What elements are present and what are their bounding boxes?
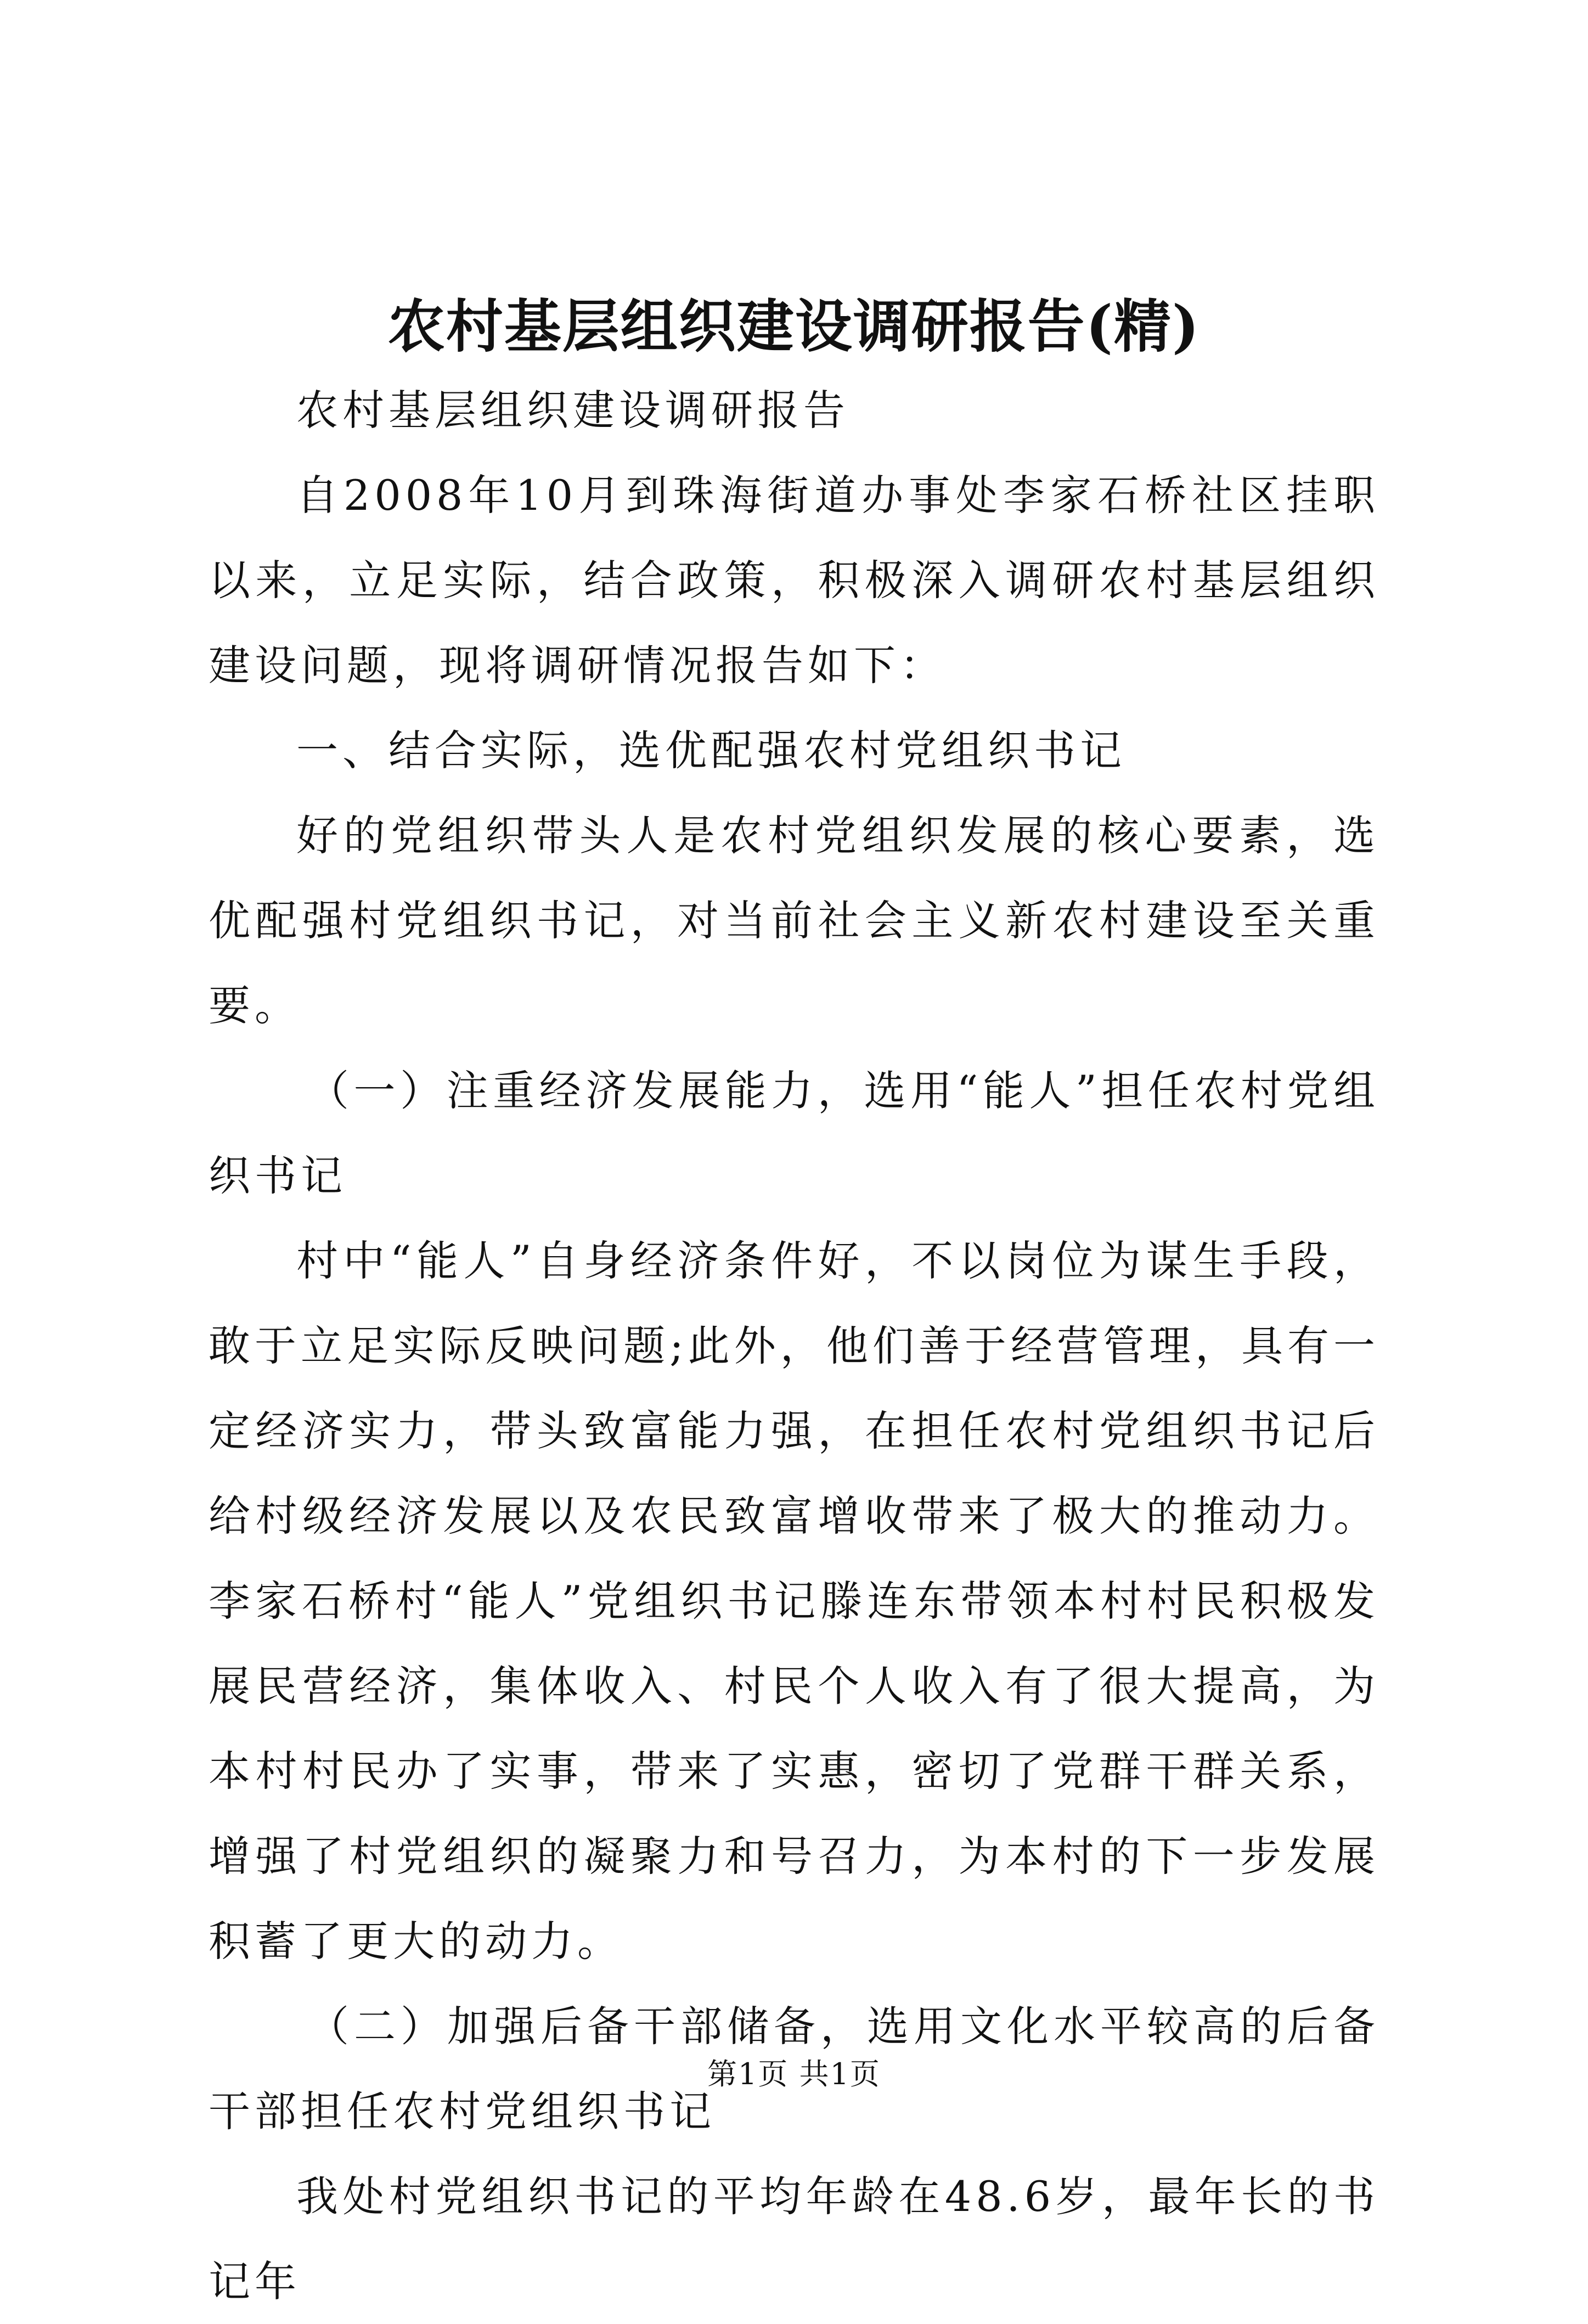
subsection-2-paragraph: 我处村党组织书记的平均年龄在48.6岁，最年长的书记年 [209,2172,1379,2306]
page-footer: 第1页 共1页 [707,2057,881,2091]
document-title: 农村基层组织建设调研报告(精) [387,292,1201,360]
section-heading-1: 一、结合实际，选优配强农村党组织书记 [296,726,1126,775]
document-body [209,368,1379,2324]
subsection-heading-1: （一）注重经济发展能力，选用“能人”担任农村党组织书记 [209,1066,1379,1200]
section-1-paragraph: 好的党组织带头人是农村党组织发展的核心要素，选优配强村党组织书记，对当前社会主义新农村建设至关重要。 [209,811,1379,1030]
subsection-heading-2: （二）加强后备干部储备，选用文化水平较高的后备干部担任农村党组织书记 [209,2002,1379,2136]
intro-paragraph: 自2008年10月到珠海街道办事处李家石桥社区挂职以来，立足实际，结合政策，积极深入调研农村基层组织建设问题，现将调研情况报告如下： [209,471,1379,690]
subsection-1-paragraph: 村中“能人”自身经济条件好，不以岗位为谋生手段，敢于立足实际反映问题;此外，他们善于经营管理，具有一定经济实力，带头致富能力强，在担任农村党组织书记后给村级经济发展以及农民致富增收带来了极大的推动力。李家石桥村“能人”党组织书记滕连东带领本村村民积极发展民营经济，集体收入、村民个人收入有了很大提高，为本村村民办了实事，带来了实惠，密切了党群干群关系，增强了村党组织的凝聚力和号召力，为本村的下一步发展积蓄了更大的动力。 [209,1236,1379,1966]
report-subtitle: 农村基层组织建设调研报告 [296,386,849,435]
